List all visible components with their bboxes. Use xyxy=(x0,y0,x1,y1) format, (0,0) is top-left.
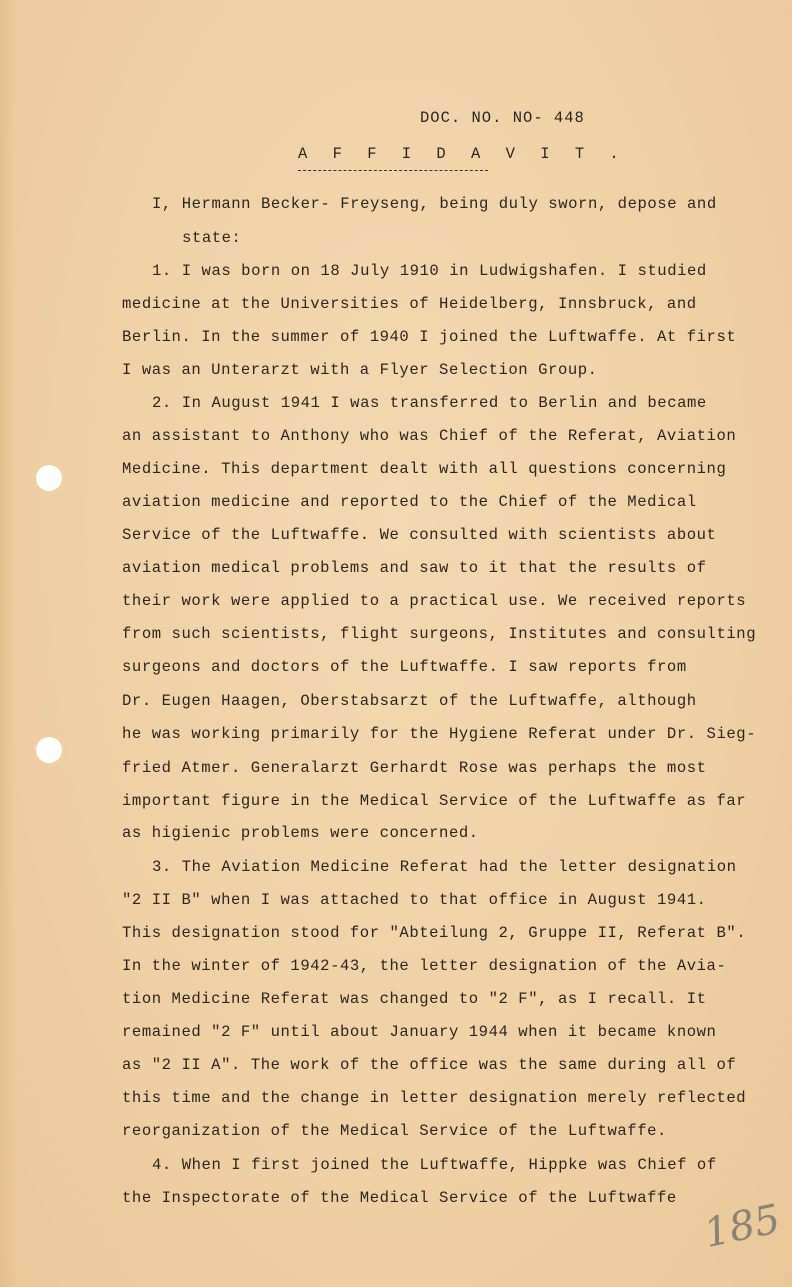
text-line: as higienic problems were concerned. xyxy=(122,824,479,842)
text-line: Berlin. In the summer of 1940 I joined the Luftwaffe. At first xyxy=(122,328,737,346)
text-line: surgeons and doctors of the Luftwaffe. I saw reports from xyxy=(122,658,687,676)
text-line: 4. When I first joined the Luftwaffe, Hippke was Chief of xyxy=(152,1156,717,1174)
text-line: as "2 II A". The work of the office was the same during all of xyxy=(122,1056,737,1074)
text-line: he was working primarily for the Hygiene Referat under Dr. Sieg- xyxy=(122,725,757,743)
text-line: remained "2 F" until about January 1944 when it became known xyxy=(122,1023,717,1041)
text-line: This designation stood for "Abteilung 2, Gruppe II, Referat B". xyxy=(122,924,747,942)
text-line: state: xyxy=(182,229,242,247)
text-line: their work were applied to a practical use. We received reports xyxy=(122,592,747,610)
text-line: aviation medicine and reported to the Chief of the Medical xyxy=(122,493,697,511)
text-line: Medicine. This department dealt with all questions concerning xyxy=(122,460,727,478)
text-line: fried Atmer. Generalarzt Gerhardt Rose was perhaps the most xyxy=(122,759,707,777)
document-number: DOC. NO. NO- 448 xyxy=(420,109,585,127)
text-line: the Inspectorate of the Medical Service of the Luftwaffe xyxy=(122,1189,677,1207)
text-line: Service of the Luftwaffe. We consulted with scientists about xyxy=(122,526,717,544)
paper-edge-shadow xyxy=(0,0,16,1287)
text-line: tion Medicine Referat was changed to "2 F", as I recall. It xyxy=(122,990,707,1008)
text-line: an assistant to Anthony who was Chief of the Referat, Aviation xyxy=(122,427,737,445)
punch-hole-bottom xyxy=(36,737,62,763)
text-line: 3. The Aviation Medicine Referat had the letter designation xyxy=(152,858,737,876)
text-line: I, Hermann Becker- Freyseng, being duly sworn, depose and xyxy=(152,195,717,213)
text-line: reorganization of the Medical Service of the Luftwaffe. xyxy=(122,1122,667,1140)
text-line: 2. In August 1941 I was transferred to Berlin and became xyxy=(152,394,707,412)
punch-hole-top xyxy=(36,465,62,491)
text-line: medicine at the Universities of Heidelberg, Innsbruck, and xyxy=(122,295,697,313)
text-line: "2 II B" when I was attached to that office in August 1941. xyxy=(122,891,707,909)
text-line: this time and the change in letter designation merely reflected xyxy=(122,1089,747,1107)
document-title: A F F I D A V I T . xyxy=(298,145,627,163)
text-line: Dr. Eugen Haagen, Oberstabsarzt of the Luftwaffe, although xyxy=(122,692,697,710)
text-line: aviation medical problems and saw to it that the results of xyxy=(122,559,707,577)
title-underline xyxy=(298,170,488,171)
text-line: In the winter of 1942-43, the letter designation of the Avia- xyxy=(122,957,727,975)
text-line: important figure in the Medical Service of the Luftwaffe as far xyxy=(122,792,747,810)
text-line: 1. I was born on 18 July 1910 in Ludwigshafen. I studied xyxy=(152,262,707,280)
text-line: from such scientists, flight surgeons, Institutes and consulting xyxy=(122,625,757,643)
text-line: I was an Unterarzt with a Flyer Selection Group. xyxy=(122,361,598,379)
handwritten-page-number: 185 xyxy=(700,1196,785,1257)
